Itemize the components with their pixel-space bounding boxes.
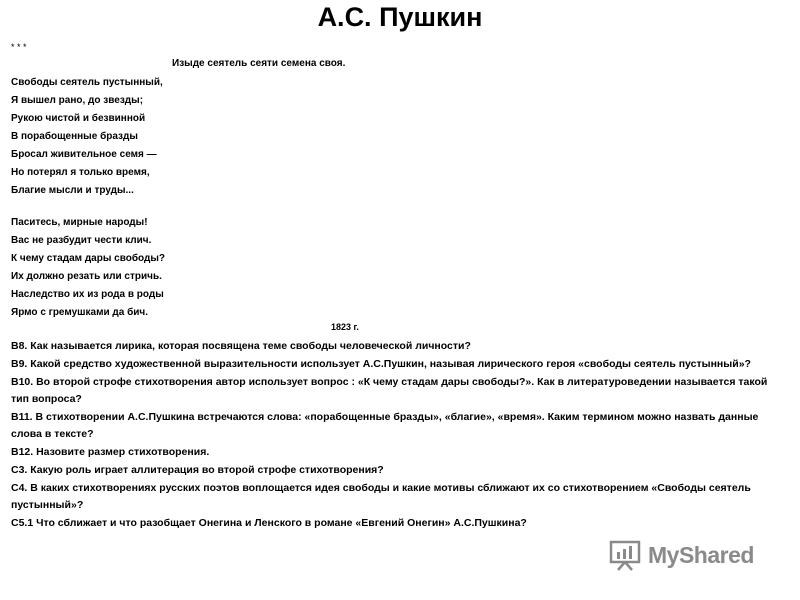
verse-line: Наследство их из рода в роды [11, 289, 164, 300]
poem-epigraph: Изыде сеятель сеяти семена своя. [172, 58, 346, 69]
question-b8: В8. Как называется лирика, которая посвящена теме свободы человеческой личности? [11, 340, 471, 352]
question-b12: В12. Назовите размер стихотворения. [11, 446, 210, 458]
poem-stanza-1 [11, 74, 163, 200]
page-title: А.С. Пушкин [317, 2, 483, 32]
question-b11: В11. В стихотворении А.С.Пушкина встречаются слова: «порабощенные бразды», «благие», «время». Каким термином можно назвать данные слова в тексте? [11, 411, 759, 440]
verse-line: К чему стадам дары свободы? [11, 253, 165, 264]
questions-list [11, 338, 781, 533]
poem-stanza-2 [11, 214, 165, 322]
verse-line: Я вышел рано, до звезды; [11, 95, 144, 106]
question-c3: С3. Какую роль играет аллитерация во второй строфе стихотворения? [11, 464, 384, 476]
presentation-board-icon [608, 538, 642, 572]
poem-asterisks: * * * [11, 42, 27, 52]
verse-line: Их должно резать или стричь. [11, 271, 162, 282]
poem-year: 1823 г. [331, 322, 359, 332]
verse-line: Благие мысли и труды... [11, 185, 134, 196]
verse-line: Но потерял я только время, [11, 167, 150, 178]
verse-line: Вас не разбудит чести клич. [11, 235, 152, 246]
question-c5-1: С5.1 Что сближает и что разобщает Онегина и Ленского в романе «Евгений Онегин» А.С.Пушкина? [11, 517, 527, 529]
verse-line: Паситесь, мирные народы! [11, 217, 148, 228]
question-b9: В9. Какой средство художественной выразительности использует А.С.Пушкин, называя лирического героя «свободы сеятель пустынный»? [11, 358, 751, 370]
verse-line: Рукою чистой и безвинной [11, 113, 146, 124]
question-c4: С4. В каких стихотворениях русских поэтов воплощается идея свободы и какие мотивы сближают их со стихотворением «Свободы сеятель пустынный»? [11, 482, 751, 511]
verse-line: В порабощенные бразды [11, 131, 138, 142]
watermark-text: MyShared [648, 541, 754, 568]
myshared-watermark [608, 535, 754, 575]
question-b10: В10. Во второй строфе стихотворения автор использует вопрос : «К чему стадам дары свободы?». Как в литературоведении называется такой тип вопроса? [11, 376, 768, 405]
verse-line: Свободы сеятель пустынный, [11, 77, 163, 88]
verse-line: Ярмо с гремушками да бич. [11, 307, 149, 318]
verse-line: Бросал живительное семя — [11, 149, 157, 160]
